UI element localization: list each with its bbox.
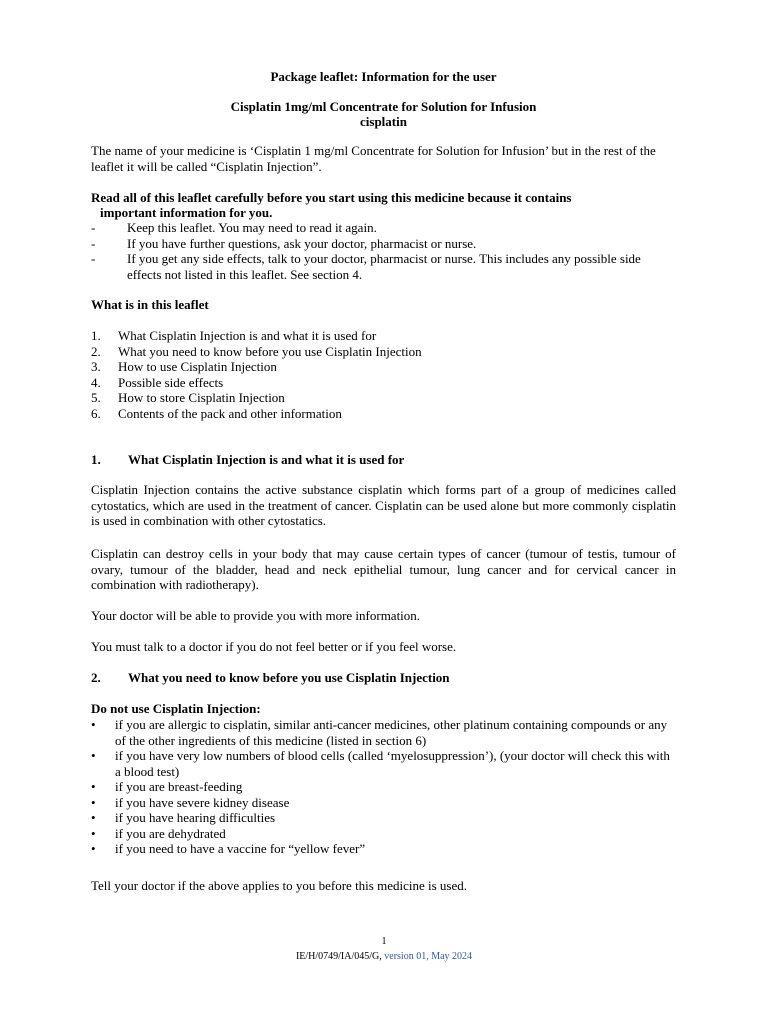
bullet-marker: • — [91, 825, 96, 841]
section-1-para-3: Your doctor will be able to provide you with more information. — [91, 608, 421, 623]
dash-marker: - — [91, 220, 96, 235]
read-all-heading-1: Read all of this leaflet carefully before you start using this medicine because it contains — [91, 190, 572, 205]
list-item: - If you have further questions, ask your doctor, pharmacist or nurse. — [91, 235, 477, 251]
list-item: • if you are dehydrated — [91, 825, 226, 841]
bullet-marker: • — [91, 841, 96, 856]
dash-marker: - — [91, 251, 96, 266]
bullet-marker: • — [91, 779, 96, 794]
contents-item[interactable]: 6. Contents of the pack and other information — [91, 405, 342, 421]
contents-item[interactable]: 5. How to store Cisplatin Injection — [91, 390, 285, 405]
section-2-heading: 2. What you need to know before you use Cisplatin Injection — [91, 670, 450, 685]
do-not-use-heading: Do not use Cisplatin Injection: — [91, 701, 261, 716]
read-all-heading-2: important information for you. — [100, 205, 273, 220]
contents-list — [91, 328, 676, 421]
page-title: Package leaflet: Information for the user — [270, 69, 497, 84]
contents-item[interactable]: 2. What you need to know before you use Cisplatin Injection — [91, 343, 422, 359]
bullet-marker: • — [91, 748, 96, 763]
list-item: - If you get any side effects, talk to your doctor, pharmacist or nurse. This includes any possible side effects not listed in this leaflet. See section 4. — [91, 251, 641, 282]
section-1-heading: 1. What Cisplatin Injection is and what it is used for — [91, 452, 405, 467]
bullet-marker: • — [91, 717, 96, 732]
contents-item[interactable]: 4. Possible side effects — [91, 374, 224, 390]
product-name: Cisplatin 1mg/ml Concentrate for Solution for Infusion — [230, 99, 537, 114]
contents-item[interactable]: 3. How to use Cisplatin Injection — [91, 359, 277, 374]
list-item: • if you have very low numbers of blood cells (called ‘myelosuppression’), (your doctor will check this with a blood test) — [91, 748, 670, 779]
page-number: 1 — [381, 936, 387, 947]
document-reference — [0, 951, 768, 963]
list-item: • if you have severe kidney disease — [91, 794, 290, 810]
section-1-para-2: Cisplatin can destroy cells in your body that may cause certain types of cancer (tumour of testis, tumour of ovary, tumour of the bladder, head and neck epithelial tumour, lung cancer and for cervical cancer in combination with radiotherapy). — [91, 546, 676, 592]
read-all-list — [91, 220, 676, 282]
contents-item[interactable]: 1. What Cisplatin Injection is and what it is used for — [91, 328, 377, 343]
reference-code: IE/H/0749/IA/045/G, — [295, 951, 382, 962]
list-item: • if you need to have a vaccine for “yellow fever” — [91, 841, 366, 856]
bullet-marker: • — [91, 810, 96, 825]
intro-paragraph: The name of your medicine is ‘Cisplatin 1 mg/ml Concentrate for Solution for Infusion’ but in the rest of the leaflet it will be called “Cisplatin Injection”. — [91, 143, 656, 174]
do-not-use-list — [91, 717, 676, 857]
dash-marker: - — [91, 235, 96, 251]
contents-heading: What is in this leaflet — [91, 297, 209, 312]
section-1-para-4: You must talk to a doctor if you do not feel better or if you feel worse. — [91, 639, 457, 654]
active-substance: cisplatin — [360, 114, 407, 129]
list-item: • if you have hearing difficulties — [91, 810, 276, 825]
list-item: - Keep this leaflet. You may need to read it again. — [91, 220, 377, 235]
section-1-para-1: Cisplatin Injection contains the active substance cisplatin which forms part of a group of medicines called cytostatics, which are used in the treatment of cancer. Cisplatin can be used alone but more commonly cisplatin is used in combination with other cytostatics. — [91, 482, 676, 528]
version-text: version 01, May 2024 — [384, 951, 473, 962]
list-item: • if you are allergic to cisplatin, similar anti-cancer medicines, other platinum containing compounds or any of the other ingredients of this medicine (listed in section 6) — [91, 717, 668, 748]
list-item: • if you are breast-feeding — [91, 779, 243, 794]
bullet-marker: • — [91, 794, 96, 810]
section-2-closing: Tell your doctor if the above applies to you before this medicine is used. — [91, 878, 467, 893]
